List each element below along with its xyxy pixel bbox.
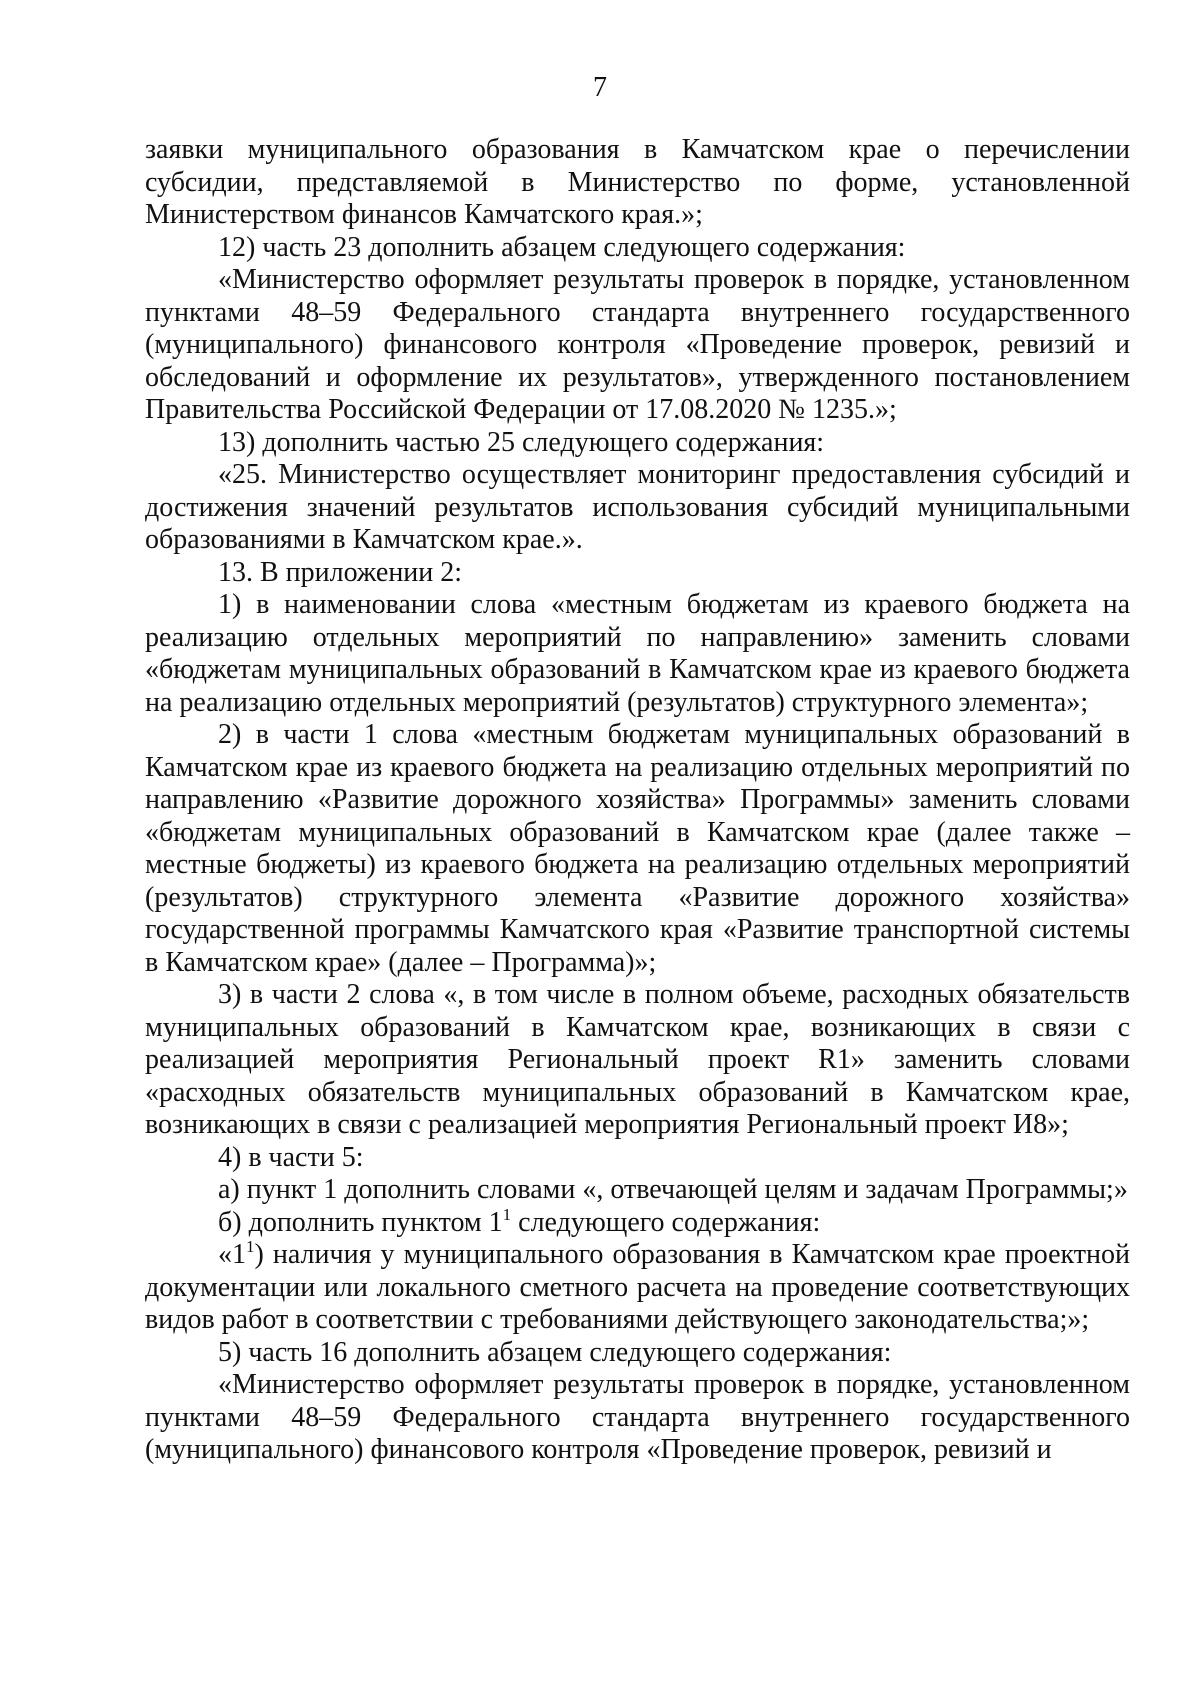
- paragraph-8: 2) в части 1 слова «местным бюджетам муниципальных образований в Камчатском крае из краевого бюджета на реализацию отдельных мероприятий по направлению «Развитие дорожного хозяйства» Программы» заменить словами «бюджетам муниципальных образований в Камчатском крае (далее также – местные бюджеты) из краевого бюджета на реализацию отдельных мероприятий (результатов) структурного элемента «Развитие дорожного хозяйства» государственной программы Камчатского края «Развитие транспортной системы в Камчатском крае» (далее – Программа)»;: [145, 719, 1130, 978]
- paragraph-3: «Министерство оформляет результаты проверок в порядке, установленном пунктами 48–59 Федерального стандарта внутреннего государственного (муниципального) финансового контроля «Проведение проверок, ревизий и обследований и оформление их результатов», утвержденного постановлением Правительства Российской Федерации от 17.08.2020 № 1235.»;: [145, 264, 1130, 425]
- paragraph-12-before: б) дополнить пунктом 1: [218, 1206, 503, 1238]
- paragraph-4: 13) дополнить частью 25 следующего содержания:: [218, 426, 825, 458]
- paragraph-5: «25. Министерство осуществляет мониторинг предоставления субсидий и достижения значений результатов использования субсидий муниципальными образованиями в Камчатском крае.».: [145, 459, 1130, 555]
- paragraph-13-superscript: 1: [246, 1237, 255, 1256]
- paragraph-1: заявки муниципального образования в Камчатском крае о перечислении субсидии, представляемой в Министерство по форме, установленной Министерством финансов Камчатского края.»;: [145, 134, 1130, 230]
- paragraph-12-after: следующего содержания:: [511, 1206, 821, 1238]
- paragraph-14: 5) часть 16 дополнить абзацем следующего содержания:: [218, 1336, 892, 1368]
- paragraph-6: 13. В приложении 2:: [218, 556, 463, 588]
- paragraph-7: 1) в наименовании слова «местным бюджетам из краевого бюджета на реализацию отдельных мероприятий по направлению» заменить словами «бюджетам муниципальных образований в Камчатском крае из краевого бюджета на реализацию отдельных мероприятий (результатов) структурного элемента»;: [145, 589, 1130, 718]
- page-number: 7: [593, 72, 607, 103]
- paragraph-12: [145, 1204, 1130, 1240]
- paragraph-12-superscript: 1: [502, 1204, 512, 1224]
- paragraph-13-after: ) наличия у муниципального образования в Камчатском крае проектной документации или локального сметного расчета на проведение соответствующих видов работ в соответствии с требованиями действующего законодательства;»;: [145, 1239, 1130, 1335]
- paragraph-10: 4) в части 5:: [218, 1141, 364, 1173]
- paragraph-13: [145, 1239, 1130, 1337]
- paragraph-13-before: «1: [218, 1239, 246, 1270]
- paragraph-15: «Министерство оформляет результаты проверок в порядке, установленном пунктами 48–59 Федерального стандарта внутреннего государственного (муниципального) финансового контроля «Проведение проверок, ревизий и: [145, 1369, 1130, 1465]
- document-body: [145, 134, 1130, 1467]
- paragraph-9: 3) в части 2 слова «, в том числе в полном объеме, расходных обязательств муниципальных образований в Камчатском крае, возникающих в связи с реализацией мероприятия Региональный проект R1» заменить словами «расходных обязательств муниципальных образований в Камчатском крае, возникающих в связи с реализацией мероприятия Региональный проект И8»;: [145, 979, 1130, 1140]
- paragraph-2: 12) часть 23 дополнить абзацем следующего содержания:: [218, 231, 906, 263]
- paragraph-11: а) пункт 1 дополнить словами «, отвечающей целям и задачам Программы;»: [218, 1174, 1128, 1205]
